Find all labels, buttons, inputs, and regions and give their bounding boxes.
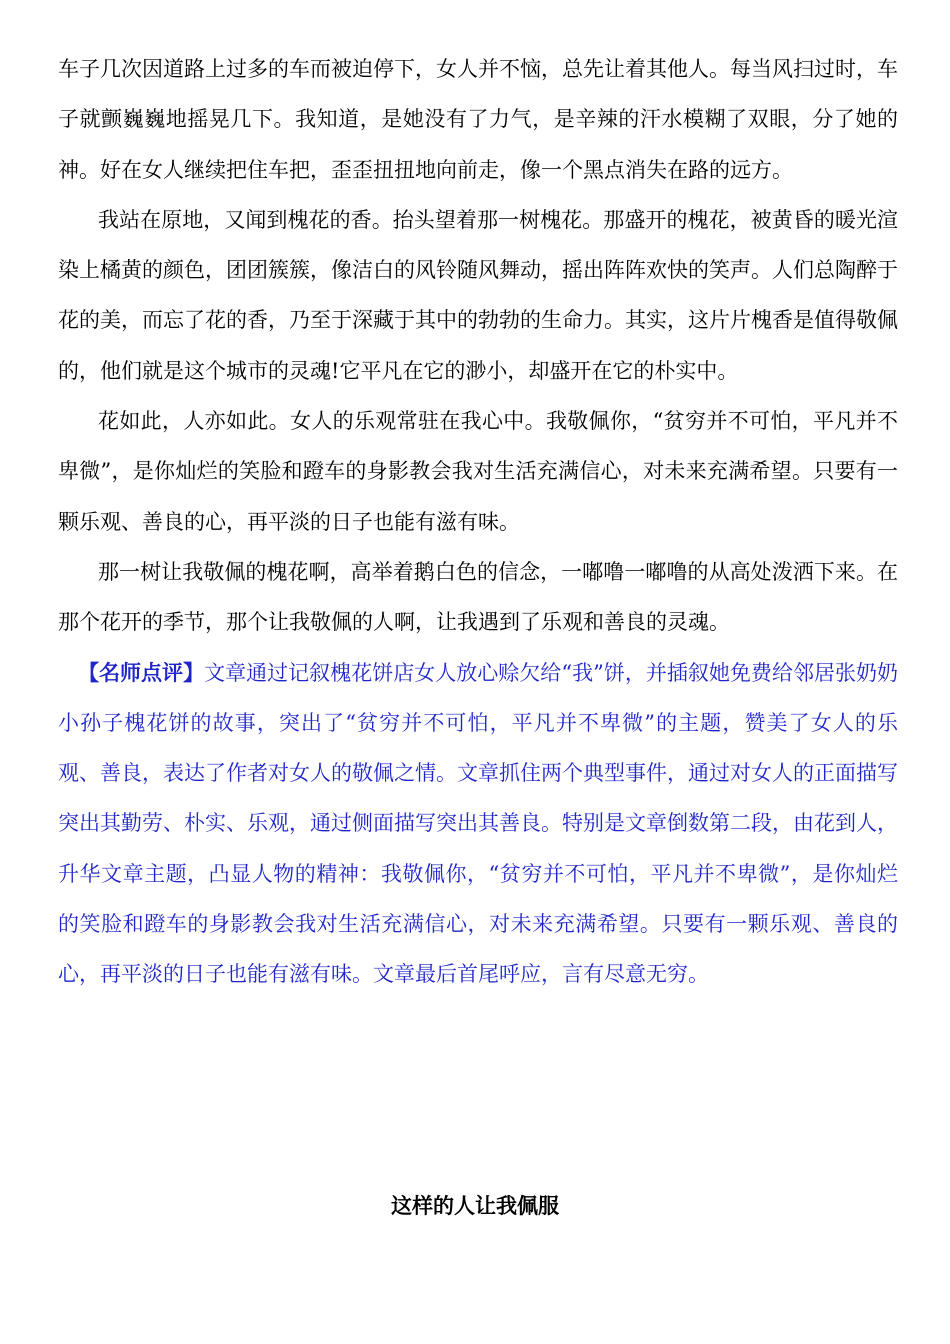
- teacher-comment: [58, 648, 898, 1000]
- teacher-comment-text: 文章通过记叙槐花饼店女人放心赊欠给“我”饼，并插叙她免费给邻居张奶奶小孙子槐花饼的故事，突出了“贫穷并不可怕，平凡并不卑微”的主题，赞美了女人的乐观、善良，表达了作者对女人的敬佩之情。文章抓住两个典型事件，通过对女人的正面描写突出其勤劳、朴实、乐观，通过侧面描写突出其善良。特别是文章倒数第二段，由花到人，升华文章主题，凸显人物的精神：我敬佩你，“贫穷并不可怕，平凡并不卑微”，是你灿烂的笑脸和蹬车的身影教会我对生活充满信心，对未来充满希望。只要有一颗乐观、善良的心，再平淡的日子也能有滋有味。文章最后首尾呼应，言有尽意无穷。: [58, 660, 899, 987]
- paragraph-continuation: 车子几次因道路上过多的车而被迫停下，女人并不恼，总先让着其他人。每当风扫过时，车子就颤巍巍地摇晃几下。我知道，是她没有了力气，是辛辣的汗水模糊了双眼，分了她的神。好在女人继续把住车把，歪歪扭扭地向前走，像一个黑点消失在路的远方。: [58, 57, 898, 182]
- paragraph-ending: 那一树让我敬佩的槐花啊，高举着鹅白色的信念，一嘟噜一嘟噜的从高处泼洒下来。在那个花开的季节，那个让我敬佩的人啊，让我遇到了乐观和善良的灵魂。: [58, 559, 898, 635]
- teacher-comment-label: 【名师点评】: [78, 659, 205, 685]
- paragraph-locust-flowers: 我站在原地，又闻到槐花的香。抬头望着那一树槐花。那盛开的槐花，被黄昏的暖光渲染上橘黄的颜色，团团簇簇，像洁白的风铃随风舞动，摇出阵阵欢快的笑声。人们总陶醉于花的美，而忘了花的香，乃至于深藏于其中的勃勃的生命力。其实，这片片槐香是值得敬佩的，他们就是这个城市的灵魂!它平凡在它的渺小，却盛开在它的朴实中。: [58, 207, 898, 383]
- next-essay-title: 这样的人让我佩服: [391, 1193, 559, 1218]
- paragraph-admiration: 花如此，人亦如此。女人的乐观常驻在我心中。我敬佩你，“贫穷并不可怕，平凡并不卑微”，是你灿烂的笑脸和蹬车的身影教会我对生活充满信心，对未来充满希望。只要有一颗乐观、善良的心，再平淡的日子也能有滋有味。: [58, 409, 898, 534]
